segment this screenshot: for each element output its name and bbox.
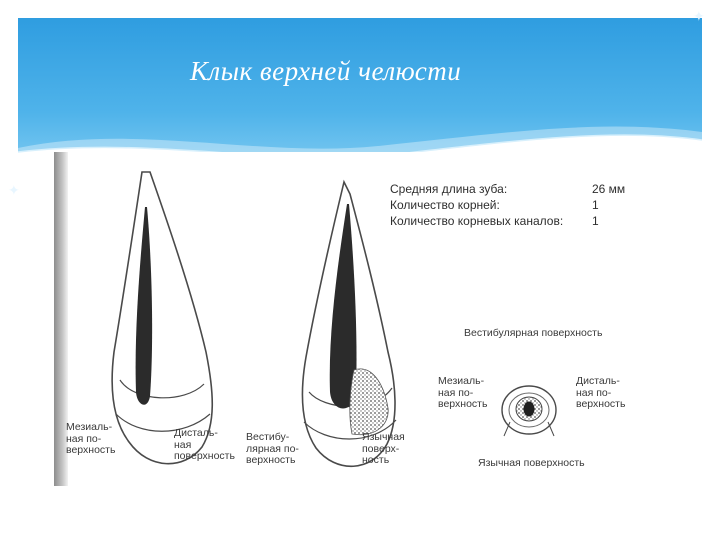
- label-cross-vestibular: Вестибулярная поверхность: [464, 327, 603, 339]
- label-vestibular-surface: Вестибу- лярная по- верхность: [246, 431, 299, 466]
- label-distal-surface: Дисталь- ная поверхность: [174, 427, 235, 462]
- label-lingual-surface: Язычная поверх- ность: [362, 431, 405, 466]
- tooth-proximal-view: [112, 172, 212, 464]
- stat-label: Средняя длина зуба:: [390, 182, 508, 196]
- stat-value: 26 мм: [592, 182, 626, 196]
- slide-title: Клык верхней челюсти: [190, 56, 462, 86]
- sparkle-icon: ✦: [693, 8, 705, 24]
- label-cross-lingual: Язычная поверхность: [478, 457, 585, 469]
- tooth-figure: [54, 152, 638, 486]
- stat-value: 1: [592, 198, 599, 212]
- stat-label: Количество корневых каналов:: [390, 214, 564, 228]
- label-mesial-surface: Мезиаль- ная по- верхность: [66, 421, 116, 456]
- label-cross-mesial: Мезиаль- ная по- верхность: [438, 375, 488, 410]
- label-cross-distal: Дисталь- ная по- верхность: [576, 375, 626, 410]
- tooth-drawings: [54, 152, 638, 486]
- tooth-cross-section: [502, 386, 556, 436]
- tooth-labiolingual-view: [302, 182, 396, 466]
- stat-label: Количество корней:: [390, 198, 500, 212]
- sparkle-icon: ✦: [8, 182, 20, 198]
- stat-value: 1: [592, 214, 599, 228]
